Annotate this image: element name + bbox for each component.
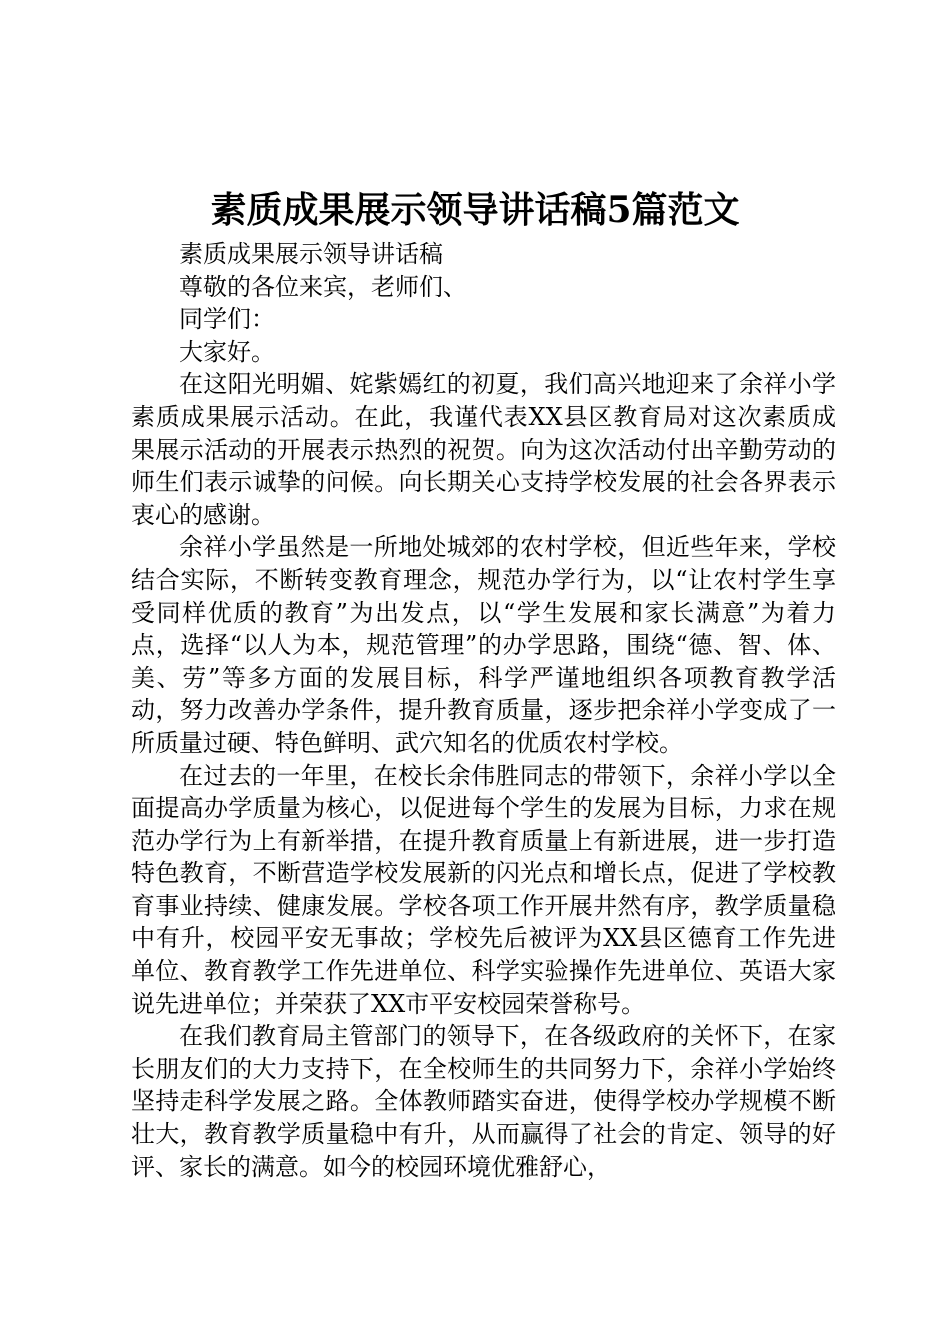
paragraph-salutation: 尊敬的各位来宾，老师们、 xyxy=(179,272,467,301)
document-title: 素质成果展示领导讲话稿5篇范文 xyxy=(210,189,740,231)
paragraph: 余祥小学虽然是一所地处城郊的农村学校，但近些年来，学校结合实际，不断转变教育理念，规范办学行为，以“让农村学生享受同样优质的教育”为出发点，以“学生发展和家长满意”为着力点，选择“以人为本，规范管理”的办学思路，围绕“德、智、体、美、劳”等多方面的发展目标，科学严谨地组织各项教育教学活动，努力改善办学条件，提升教育质量，逐步把余祥小学变成了一所质量过硬、特色鲜明、武穴知名的优质农村学校。 xyxy=(131,533,836,757)
paragraph: 在过去的一年里，在校长余伟胜同志的带领下，余祥小学以全面提高办学质量为核心，以促进每个学生的发展为目标，力求在规范办学行为上有新举措，在提升教育质量上有新进展，进一步打造特色教育，不断营造学校发展新的闪光点和增长点，促进了学校教育事业持续、健康发展。学校各项工作开展井然有序，教学质量稳中有升，校园平安无事故；学校先后被评为XX县区德育工作先进单位、教育教学工作先进单位、科学实验操作先进单位、英语大家说先进单位；并荣获了XX市平安校园荣誉称号。 xyxy=(131,761,836,1018)
document-body xyxy=(131,238,836,1183)
paragraph: 在我们教育局主管部门的领导下，在各级政府的关怀下，在家长朋友们的大力支持下，在全校师生的共同努力下，余祥小学始终坚持走科学发展之路。全体教师踏实奋进，使得学校办学规模不断壮大，教育教学质量稳中有升，从而赢得了社会的肯定、领导的好评、家长的满意。如今的校园环境优雅舒心， xyxy=(131,1022,836,1181)
paragraph: 在这阳光明媚、姹紫嫣红的初夏，我们高兴地迎来了余祥小学素质成果展示活动。在此，我谨代表XX县区教育局对这次素质成果展示活动的开展表示热烈的祝贺。向为这次活动付出辛勤劳动的师生们表示诚挚的问候。向长期关心支持学校发展的社会各界表示衷心的感谢。 xyxy=(131,370,836,529)
paragraph-salutation-cont: 同学们： xyxy=(179,305,275,334)
paragraph-subtitle: 素质成果展示领导讲话稿 xyxy=(179,240,443,268)
paragraph-greeting: 大家好。 xyxy=(179,337,275,366)
